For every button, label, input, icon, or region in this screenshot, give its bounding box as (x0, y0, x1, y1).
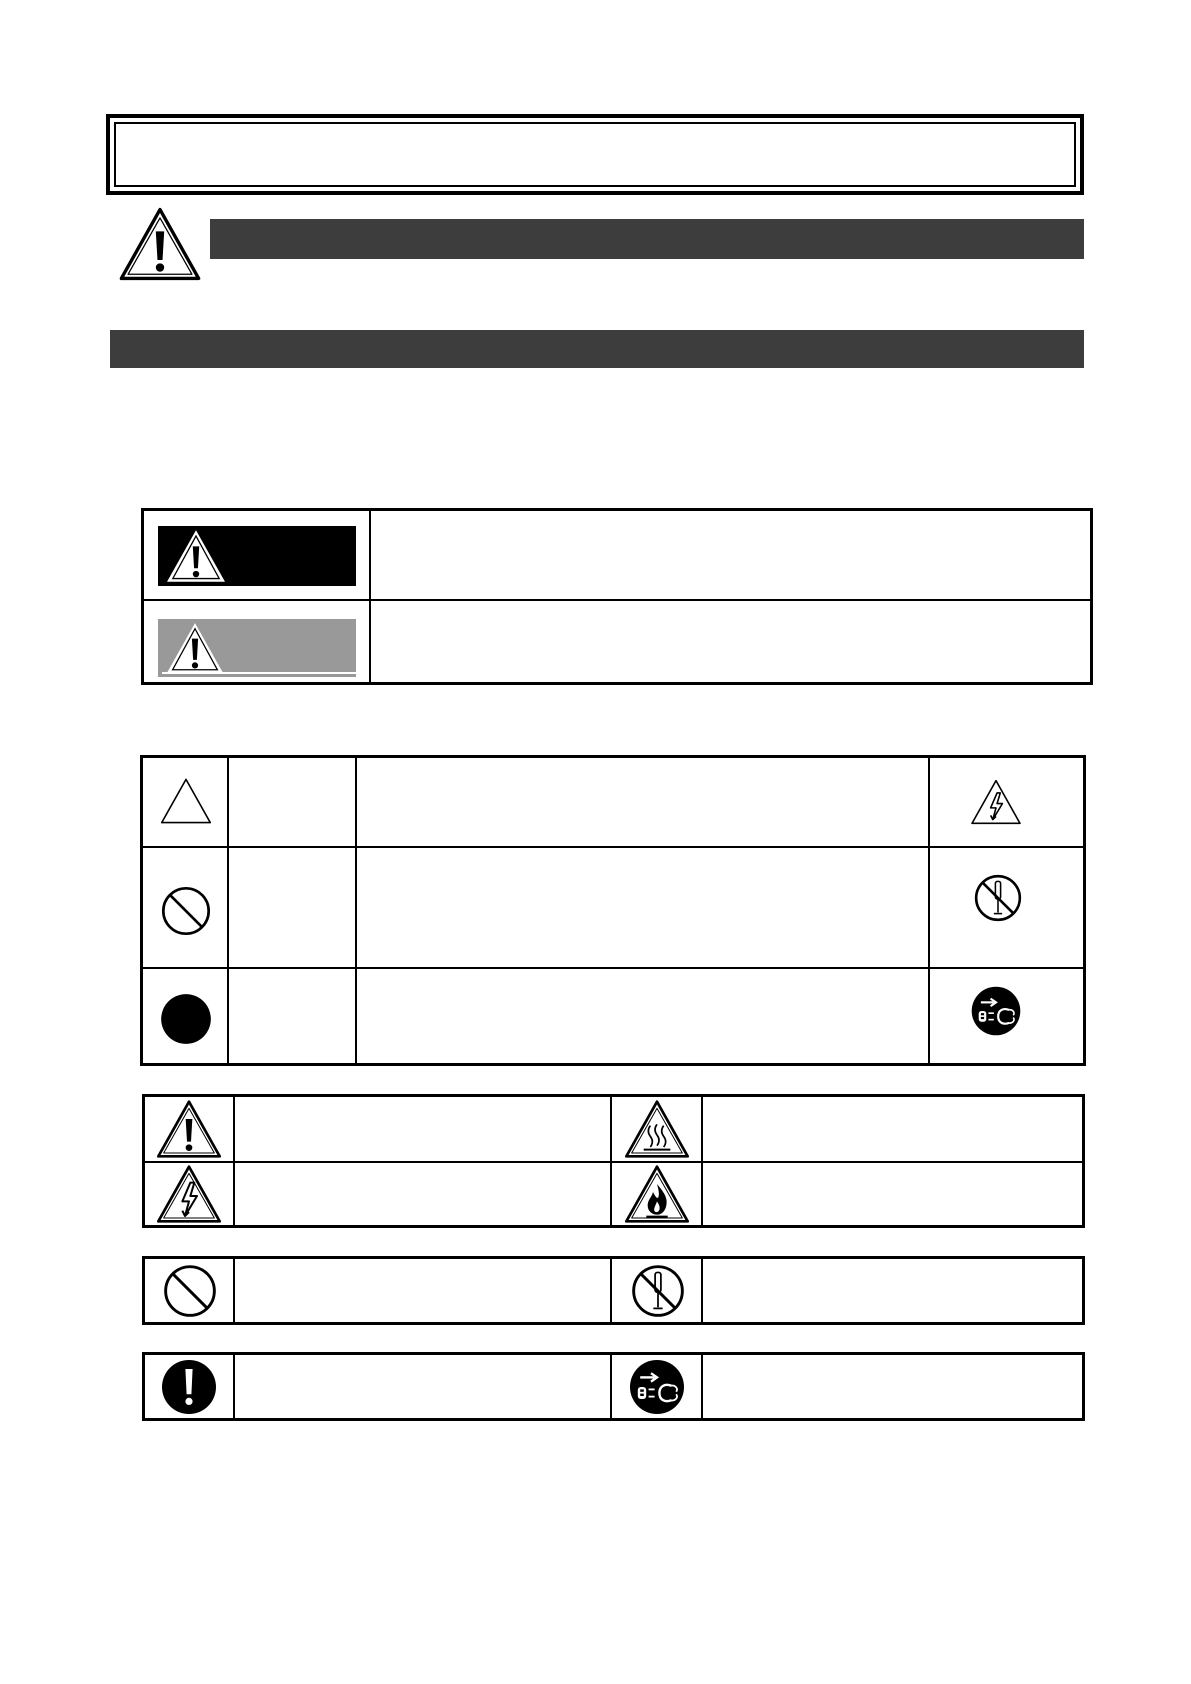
table-row (144, 601, 1090, 682)
general-mandatory-icon (159, 1357, 219, 1422)
caution-level-badge (158, 619, 356, 677)
general-caution-icon (118, 206, 202, 282)
section-heading-bar (110, 330, 1084, 368)
general-caution-icon (162, 620, 228, 676)
page-title (114, 122, 1076, 187)
prohibition-symbol-legend (142, 1256, 1085, 1325)
electric-shock-icon (969, 778, 1023, 831)
warning-heading-bar (210, 219, 1084, 259)
caution-triangle-icon (159, 776, 213, 831)
no-disassembly-icon (629, 1262, 687, 1325)
prohibition-circle-icon (159, 884, 213, 943)
symbol-meaning-table (140, 755, 1086, 1066)
signal-word-table (141, 508, 1093, 685)
table-row (144, 511, 1090, 601)
caution-symbol-legend (142, 1094, 1085, 1228)
general-prohibition-icon (161, 1262, 219, 1325)
fire-hazard-icon (623, 1164, 691, 1229)
hot-surface-icon (623, 1099, 691, 1164)
danger-level-badge (158, 526, 356, 586)
general-caution-icon (155, 1099, 223, 1164)
mandatory-symbol-legend (142, 1352, 1085, 1421)
electric-shock-icon (155, 1164, 223, 1229)
page-title-frame (106, 114, 1084, 195)
unplug-icon (627, 1357, 687, 1422)
mandatory-action-disc-icon (159, 992, 213, 1051)
general-caution-icon (162, 527, 230, 585)
unplug-icon (969, 984, 1023, 1043)
no-disassembly-icon (972, 872, 1024, 929)
